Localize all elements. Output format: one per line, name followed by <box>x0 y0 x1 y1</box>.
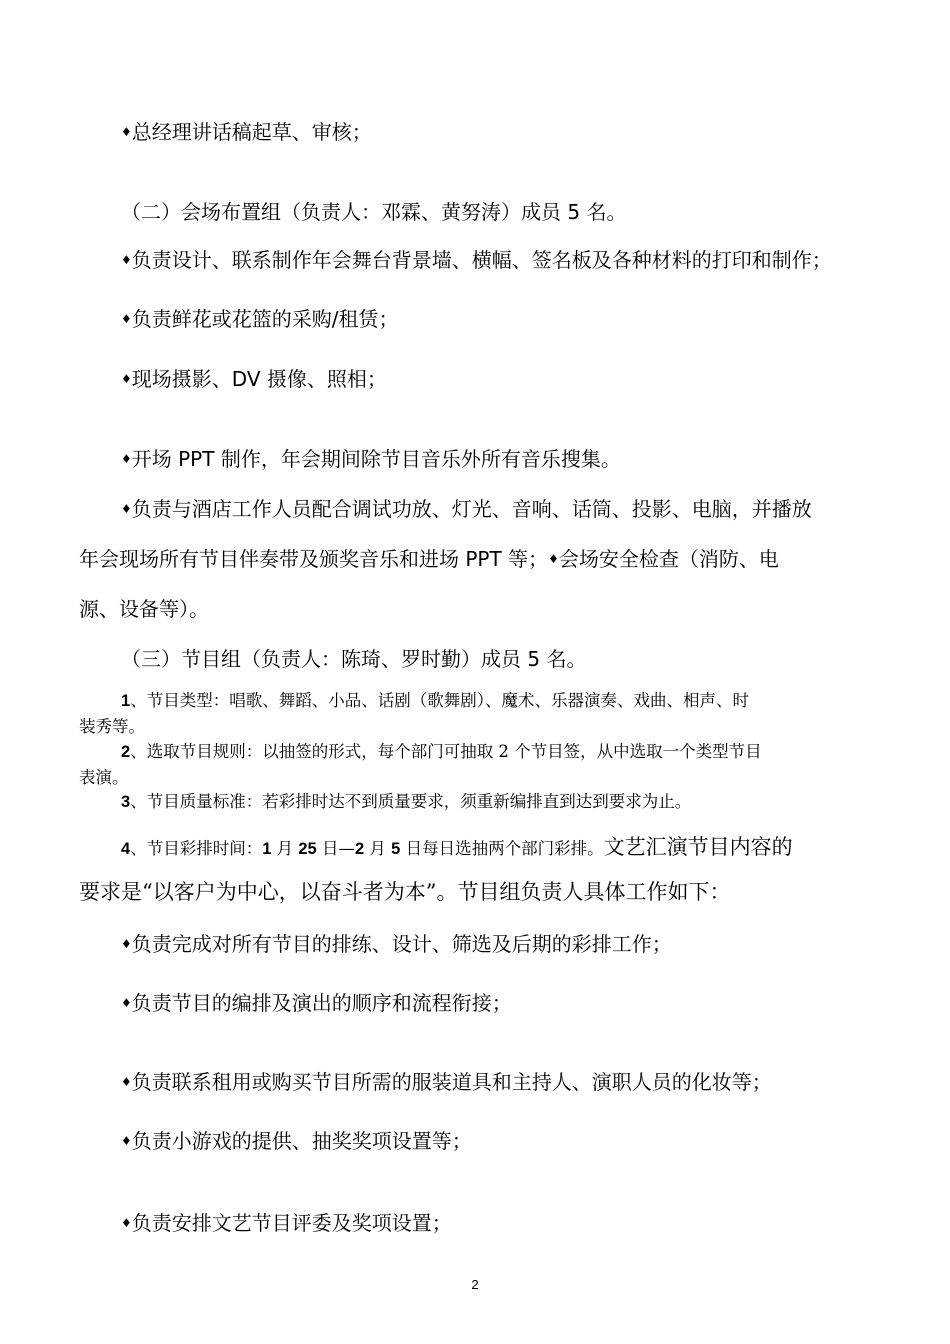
paragraph-line: 装秀等。 <box>79 717 145 736</box>
diamond-bullet-icon: ♦ <box>121 1216 132 1230</box>
diamond-bullet-icon: ♦ <box>121 312 132 326</box>
text: 日每日选抽两个部门彩排。 <box>400 839 604 858</box>
bullet-item <box>121 928 672 957</box>
page-number: 2 <box>471 1277 479 1292</box>
bullet-item <box>121 244 832 273</box>
numbered-item <box>121 738 762 762</box>
text: 、节目质量标准：若彩排时达不到质量要求，须重新编排直到达到要求为止。 <box>130 792 692 811</box>
text: 年会现场所有节目伴奏带及颁奖音乐和进场 PPT 等； <box>79 547 549 571</box>
diamond-bullet-icon: ♦ <box>548 552 559 566</box>
numbered-item <box>121 687 749 711</box>
text: 月 <box>364 839 392 858</box>
paragraph-line <box>79 543 779 572</box>
text: 负责节目的编排及演出的顺序和流程衔接； <box>131 991 512 1015</box>
bullet-item <box>121 303 399 332</box>
numbered-item <box>121 831 793 861</box>
text: 负责鲜花或花篮的采购/租赁； <box>131 307 399 331</box>
text: 、节目类型：唱歌、舞蹈、小品、话剧（歌舞剧）、魔术、乐器演奏、戏曲、相声、时 <box>130 691 749 710</box>
text: 负责安排文艺节目评委及奖项设置； <box>131 1211 452 1235</box>
bullet-item <box>121 443 621 472</box>
text: 负责完成对所有节目的排练、设计、筛选及后期的彩排工作； <box>131 932 672 956</box>
numbered-item <box>121 788 691 812</box>
bullet-item <box>121 1066 772 1095</box>
diamond-bullet-icon: ♦ <box>121 996 132 1010</box>
section-heading-2: （二）会场布置组（负责人：邓霖、黄努涛）成员 5 名。 <box>121 200 627 224</box>
text: 月 <box>271 839 299 858</box>
diamond-bullet-icon: ♦ <box>121 1134 132 1148</box>
paragraph-line: 要求是“以客户为中心，以奋斗者为本”。节目组负责人具体工作如下： <box>79 880 731 904</box>
text: 开场 PPT 制作，年会期间除节目音乐外所有音乐搜集。 <box>131 447 621 471</box>
text: 总经理讲话稿起草、审核； <box>131 120 372 144</box>
text: 日— <box>316 839 355 858</box>
bullet-item <box>121 363 387 392</box>
paragraph-line: 表演。 <box>79 768 129 787</box>
date-number: 2 <box>354 840 365 858</box>
diamond-bullet-icon: ♦ <box>121 1075 132 1089</box>
diamond-bullet-icon: ♦ <box>121 502 132 516</box>
diamond-bullet-icon: ♦ <box>121 372 132 386</box>
text: 、选取节目规则：以抽签的形式，每个部门可抽取 2 个节目签，从中选取一个类型节目 <box>130 742 762 761</box>
bullet-item <box>121 116 372 145</box>
text: 负责与酒店工作人员配合调试功放、灯光、音响、话筒、投影、电脑，并播放 <box>131 497 812 521</box>
text: 、节目彩排时间： <box>130 839 263 858</box>
text: 会场安全检查（消防、电 <box>558 547 779 571</box>
date-number: 5 <box>391 840 401 858</box>
bullet-item <box>121 987 512 1016</box>
diamond-bullet-icon: ♦ <box>121 125 132 139</box>
item-number: 3 <box>121 793 131 811</box>
date-number: 25 <box>298 840 317 858</box>
diamond-bullet-icon: ♦ <box>121 253 132 267</box>
date-number: 1 <box>262 840 272 858</box>
bullet-item <box>121 493 812 522</box>
text: 负责联系租用或购买节目所需的服装道具和主持人、演职人员的化妆等； <box>131 1070 772 1094</box>
text: 负责设计、联系制作年会舞台背景墙、横幅、签名板及各种材料的打印和制作； <box>131 248 832 272</box>
bullet-item <box>121 1125 472 1154</box>
bullet-item <box>121 1207 452 1236</box>
diamond-bullet-icon: ♦ <box>121 452 132 466</box>
item-number: 1 <box>121 692 131 710</box>
item-number: 2 <box>121 743 131 761</box>
paragraph-line: 源、设备等）。 <box>79 597 209 621</box>
section-heading-3: （三）节目组（负责人：陈琦、罗时勤）成员 5 名。 <box>121 647 587 671</box>
text: 文艺汇演节目内容的 <box>603 835 793 859</box>
text: 现场摄影、DV 摄像、照相； <box>131 367 387 391</box>
text: 负责小游戏的提供、抽奖奖项设置等； <box>131 1129 472 1153</box>
diamond-bullet-icon: ♦ <box>121 937 132 951</box>
item-number: 4 <box>121 840 131 858</box>
